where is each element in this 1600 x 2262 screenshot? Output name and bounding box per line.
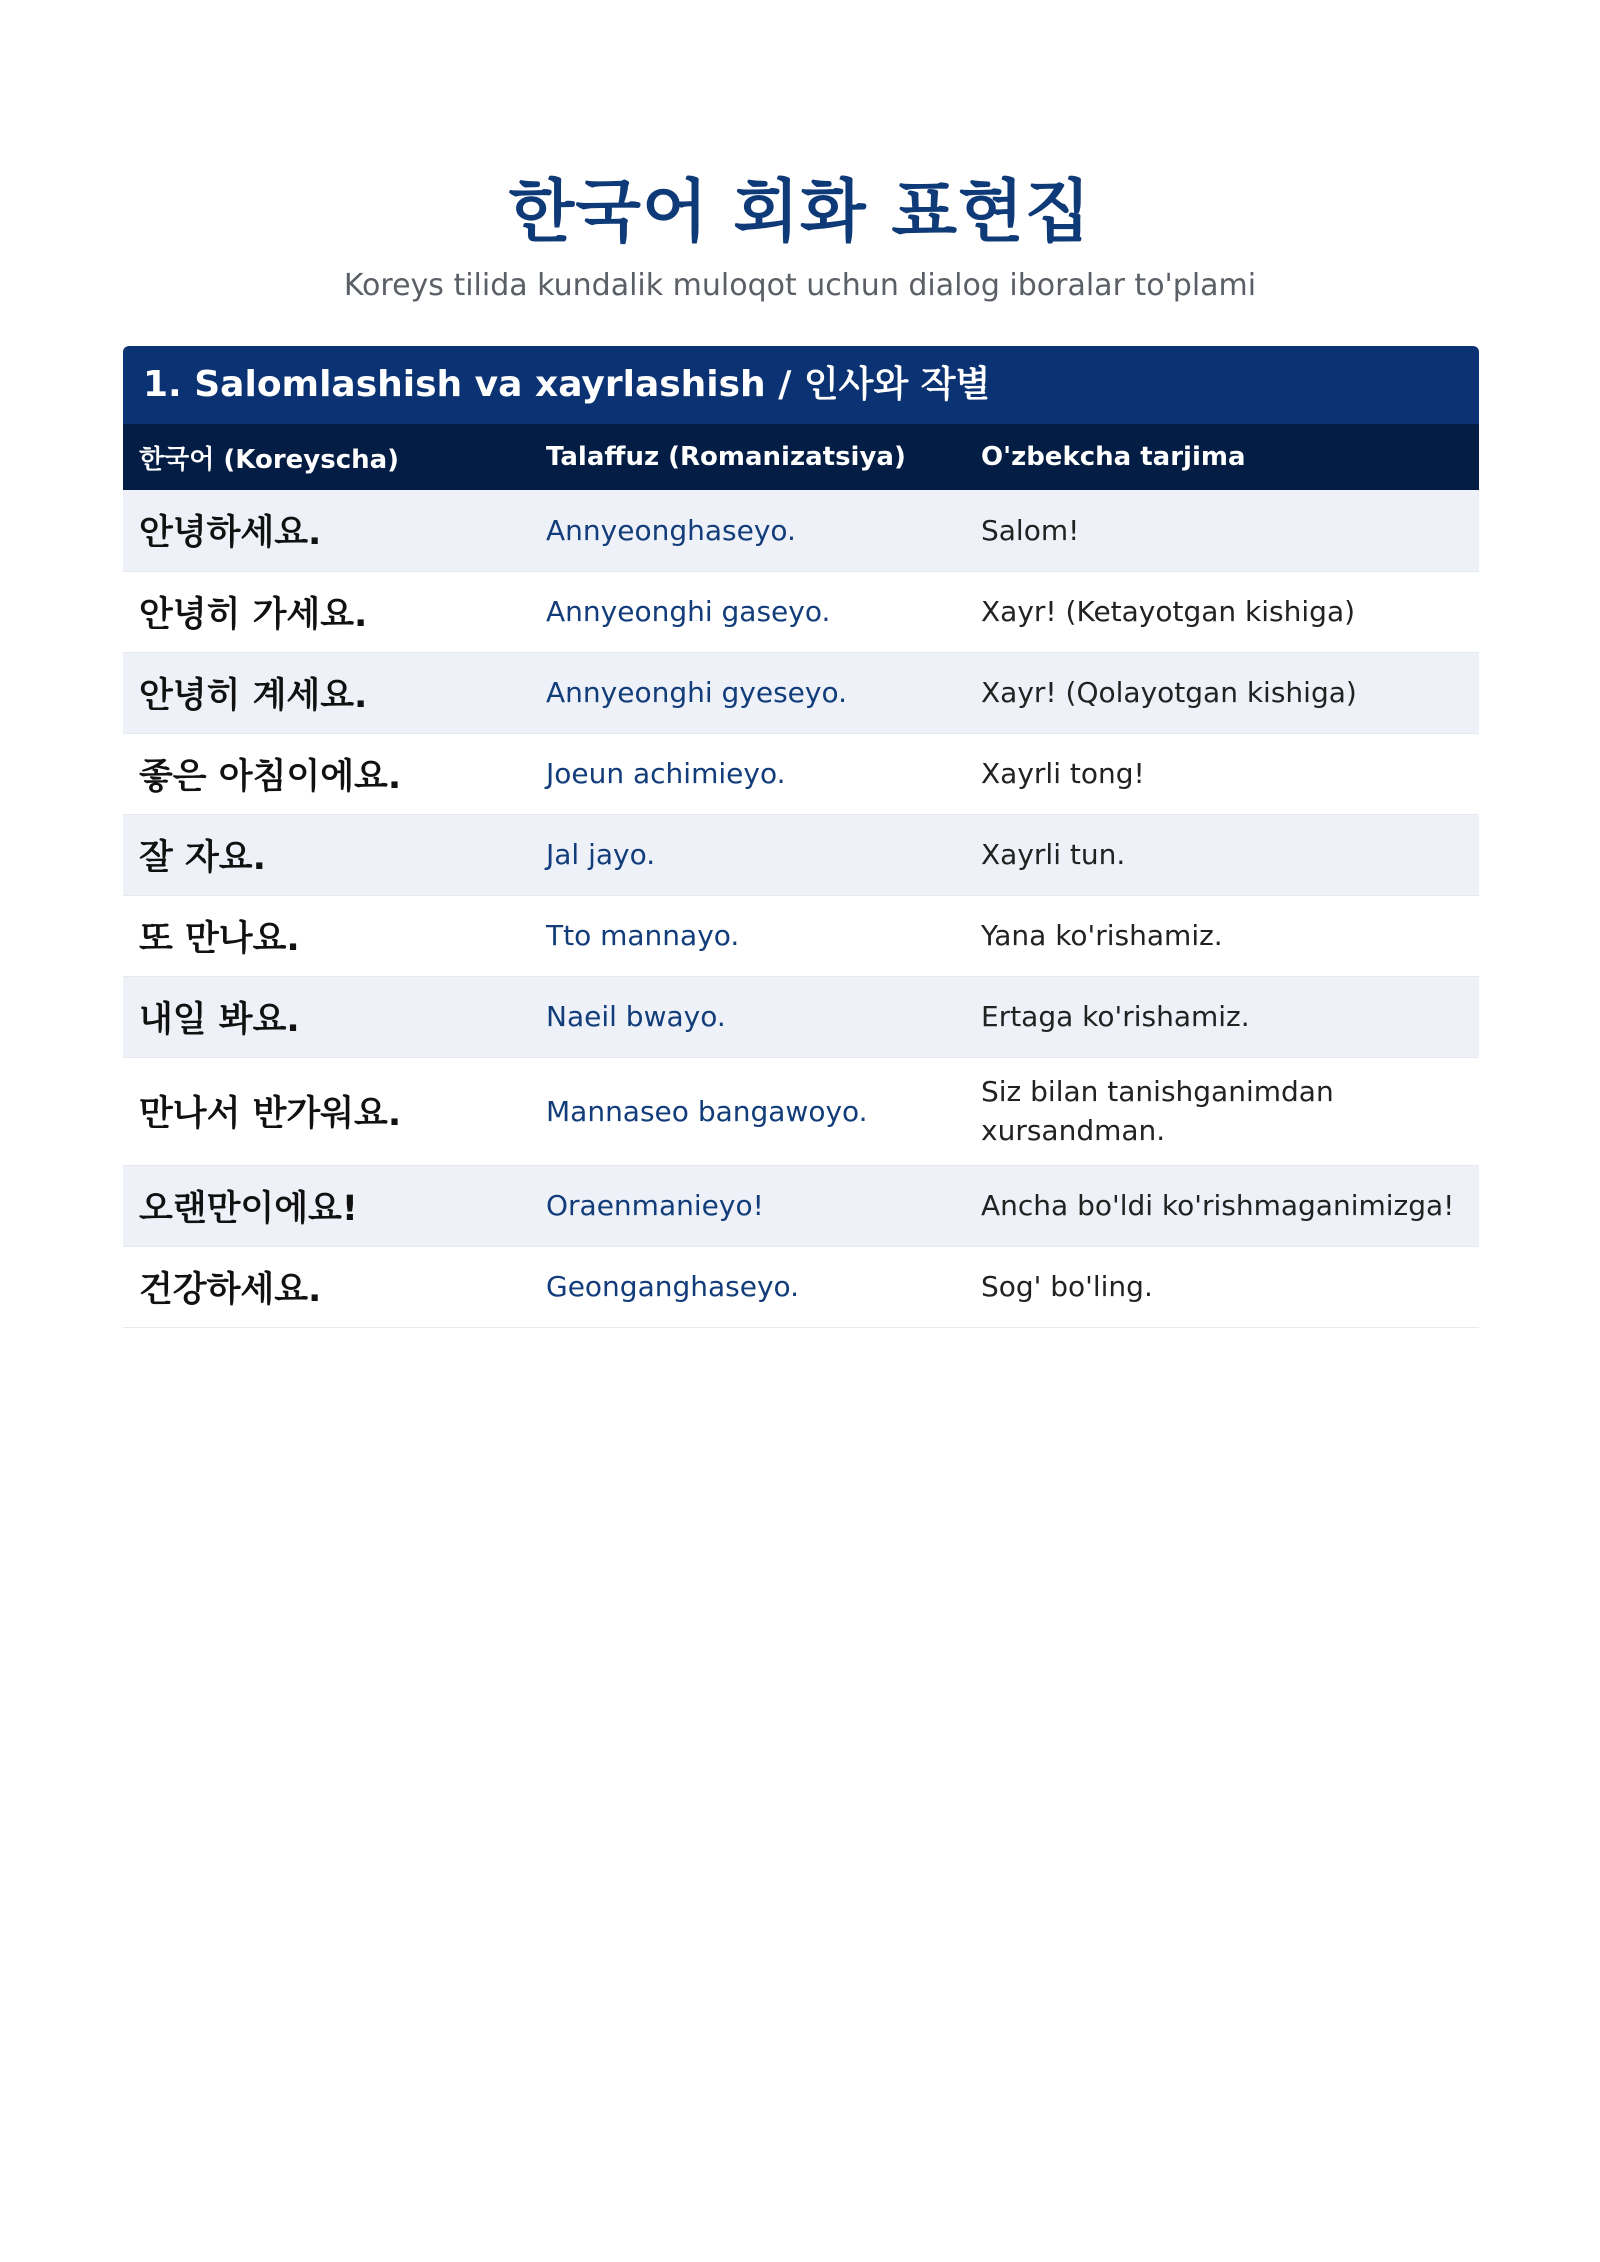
uzbek-translation: Sog' bo'ling. [965, 1246, 1479, 1327]
romanization: Tto mannayo. [530, 895, 965, 976]
table-row [123, 733, 1479, 814]
romanization: Annyeonghi gyeseyo. [530, 652, 965, 733]
korean-phrase: 좋은 아침이에요. [123, 733, 530, 814]
phrase-section [123, 346, 1479, 1328]
uzbek-translation: Xayrli tong! [965, 733, 1479, 814]
column-header-uzbek: O'zbekcha tarjima [965, 424, 1479, 490]
korean-phrase: 만나서 반가워요. [123, 1057, 530, 1165]
romanization: Annyeonghaseyo. [530, 490, 965, 571]
table-row [123, 490, 1479, 571]
romanization: Geonganghaseyo. [530, 1246, 965, 1327]
section-heading: 1. Salomlashish va xayrlashish / 인사와 작별 [123, 346, 1479, 424]
korean-phrase: 내일 봐요. [123, 976, 530, 1057]
korean-phrase: 안녕히 가세요. [123, 571, 530, 652]
column-header-romanization: Talaffuz (Romanizatsiya) [530, 424, 965, 490]
table-row [123, 571, 1479, 652]
table-row [123, 1246, 1479, 1327]
table-row [123, 814, 1479, 895]
korean-phrase: 잘 자요. [123, 814, 530, 895]
romanization: Mannaseo bangawoyo. [530, 1057, 965, 1165]
romanization: Joeun achimieyo. [530, 733, 965, 814]
table-row [123, 1165, 1479, 1246]
romanization: Naeil bwayo. [530, 976, 965, 1057]
page-title: 한국어 회화 표현집 [508, 173, 1092, 252]
table-row [123, 895, 1479, 976]
uzbek-translation: Salom! [965, 490, 1479, 571]
korean-phrase: 또 만나요. [123, 895, 530, 976]
page-subtitle: Koreys tilida kundalik muloqot uchun dialog iboralar to'plami [343, 268, 1257, 303]
uzbek-translation: Xayr! (Ketayotgan kishiga) [965, 571, 1479, 652]
romanization: Oraenmanieyo! [530, 1165, 965, 1246]
table-row [123, 1057, 1479, 1165]
korean-phrase: 건강하세요. [123, 1246, 530, 1327]
korean-phrase: 안녕하세요. [123, 490, 530, 571]
uzbek-translation: Xayr! (Qolayotgan kishiga) [965, 652, 1479, 733]
korean-phrase: 오랜만이에요! [123, 1165, 530, 1246]
column-header-korean: 한국어 (Koreyscha) [123, 424, 530, 490]
uzbek-translation: Ertaga ko'rishamiz. [965, 976, 1479, 1057]
table-header-row [123, 424, 1479, 490]
phrase-table [123, 424, 1479, 1328]
uzbek-translation: Xayrli tun. [965, 814, 1479, 895]
romanization: Annyeonghi gaseyo. [530, 571, 965, 652]
korean-phrase: 안녕히 계세요. [123, 652, 530, 733]
romanization: Jal jayo. [530, 814, 965, 895]
table-row [123, 652, 1479, 733]
uzbek-translation: Yana ko'rishamiz. [965, 895, 1479, 976]
uzbek-translation: Ancha bo'ldi ko'rishmaganimizga! [965, 1165, 1479, 1246]
table-row [123, 976, 1479, 1057]
uzbek-translation: Siz bilan tanishganimdan xursandman. [965, 1057, 1479, 1165]
